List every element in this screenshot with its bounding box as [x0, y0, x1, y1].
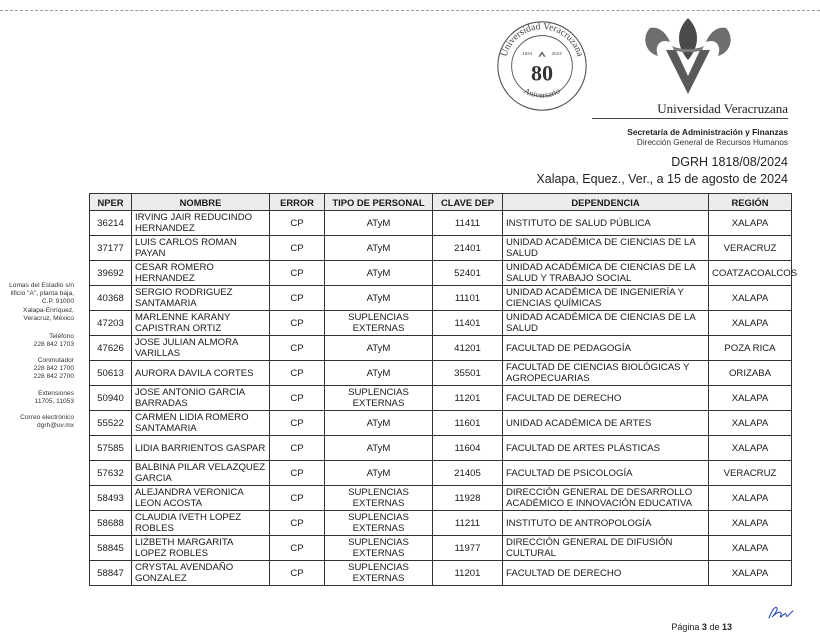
cell-clave: 21401 [433, 236, 503, 261]
cell-error: CP [270, 311, 325, 336]
switchboard-number: 228 842 2700 [33, 373, 74, 381]
cell-nper: 58845 [90, 536, 132, 561]
cell-region: XALAPA [709, 411, 792, 436]
cell-tipo: ATyM [325, 211, 433, 236]
cell-dependencia: FACULTAD DE DERECHO [503, 386, 709, 411]
cell-tipo: ATyM [325, 286, 433, 311]
page-of: de [709, 622, 720, 632]
cell-nombre: JOSE ANTONIO GARCIA BARRADAS [132, 386, 270, 411]
address-line: lificio "A", planta baja, [10, 290, 74, 298]
col-tipo-personal: TIPO DE PERSONAL [325, 194, 433, 211]
cell-tipo: SUPLENCIAS EXTERNAS [325, 386, 433, 411]
cell-dependencia: UNIDAD ACADÉMICA DE CIENCIAS DE LA SALUD [503, 236, 709, 261]
address-line: C.P. 91000 [41, 298, 74, 306]
email-address: dgrh@uv.mx [37, 422, 74, 430]
cell-nper: 37177 [90, 236, 132, 261]
cell-dependencia: FACULTAD DE PEDAGOGÍA [503, 336, 709, 361]
cell-nombre: CARMEN LIDIA ROMERO SANTAMARIA [132, 411, 270, 436]
seal-year-start: 1944 [522, 50, 533, 56]
table-row [90, 436, 792, 461]
cell-nombre: JOSE JULIAN ALMORA VARILLAS [132, 336, 270, 361]
phone-label: Teléfono [49, 333, 74, 340]
table-row [90, 261, 792, 286]
col-nombre: NOMBRE [132, 194, 270, 211]
svg-text:Aniversario [522, 86, 561, 100]
table-row [90, 511, 792, 536]
cell-clave: 11211 [433, 511, 503, 536]
table-row [90, 211, 792, 236]
cell-nombre: AURORA DAVILA CORTES [132, 361, 270, 386]
switchboard-number: 228 842 1700 [33, 365, 74, 373]
cell-region: XALAPA [709, 311, 792, 336]
cell-nper: 36214 [90, 211, 132, 236]
table-row [90, 561, 792, 586]
cell-tipo: ATyM [325, 236, 433, 261]
cell-error: CP [270, 386, 325, 411]
cell-clave: 11201 [433, 561, 503, 586]
cell-region: XALAPA [709, 536, 792, 561]
cell-region: XALAPA [709, 386, 792, 411]
cell-tipo: SUPLENCIAS EXTERNAS [325, 486, 433, 511]
table-row [90, 286, 792, 311]
cell-error: CP [270, 436, 325, 461]
table-row [90, 386, 792, 411]
sidebar-address [2, 282, 74, 323]
header-divider [592, 118, 788, 119]
cell-clave: 11411 [433, 211, 503, 236]
switchboard-label: Conmutador [37, 357, 74, 364]
cell-region: VERACRUZ [709, 461, 792, 486]
cell-dependencia: UNIDAD ACADÉMICA DE INGENIERÍA Y CIENCIAS QUÍMICAS [503, 286, 709, 311]
cell-clave: 11201 [433, 386, 503, 411]
cell-error: CP [270, 411, 325, 436]
col-region: REGIÓN [709, 194, 792, 211]
cell-nombre: ALEJANDRA VERONICA LEON ACOSTA [132, 486, 270, 511]
cell-dependencia: INSTITUTO DE SALUD PÚBLICA [503, 211, 709, 236]
cell-region: XALAPA [709, 211, 792, 236]
cell-clave: 11601 [433, 411, 503, 436]
cell-tipo: SUPLENCIAS EXTERNAS [325, 311, 433, 336]
col-clave-dep: CLAVE DEP [433, 194, 503, 211]
cell-tipo: ATyM [325, 461, 433, 486]
cell-region: XALAPA [709, 561, 792, 586]
table-row [90, 336, 792, 361]
cell-nper: 47626 [90, 336, 132, 361]
cell-clave: 52401 [433, 261, 503, 286]
cell-dependencia: UNIDAD ACADÉMICA DE CIENCIAS DE LA SALUD [503, 311, 709, 336]
secretaria-line: Secretaría de Administración y Finanzas [627, 127, 788, 137]
cell-region: XALAPA [709, 436, 792, 461]
cell-tipo: ATyM [325, 336, 433, 361]
cell-dependencia: UNIDAD ACADÉMICA DE CIENCIAS DE LA SALUD Y TRABAJO SOCIAL [503, 261, 709, 286]
seal-bottom-text: Aniversario [522, 86, 562, 100]
cell-region: COATZACOALCOS [709, 261, 792, 286]
personnel-table [89, 193, 798, 586]
phone-number: 228 842 1703 [33, 341, 74, 349]
sidebar-phone [2, 333, 74, 349]
col-nper: NPER [90, 194, 132, 211]
cell-dependencia: FACULTAD DE DERECHO [503, 561, 709, 586]
page-label: Página [671, 622, 700, 632]
cell-nper: 40368 [90, 286, 132, 311]
address-line: Xalapa-Enríquez, [23, 306, 74, 314]
anniversary-seal-icon [496, 20, 588, 112]
cell-clave: 11604 [433, 436, 503, 461]
cell-region: XALAPA [709, 286, 792, 311]
cell-clave: 41201 [433, 336, 503, 361]
cell-nombre: LUIS CARLOS ROMAN PAYAN [132, 236, 270, 261]
cell-nper: 58688 [90, 511, 132, 536]
extensions-label: Extensiones [38, 390, 74, 397]
table-row [90, 536, 792, 561]
cell-dependencia: DIRECCIÓN GENERAL DE DIFUSIÓN CULTURAL [503, 536, 709, 561]
cell-dependencia: FACULTAD DE ARTES PLÁSTICAS [503, 436, 709, 461]
cell-clave: 11101 [433, 286, 503, 311]
cell-clave: 11928 [433, 486, 503, 511]
cell-nombre: CLAUDIA IVETH LOPEZ ROBLES [132, 511, 270, 536]
cell-dependencia: FACULTAD DE PSICOLOGÍA [503, 461, 709, 486]
cell-nombre: BALBINA PILAR VELAZQUEZ GARCIA [132, 461, 270, 486]
page-indicator [671, 622, 732, 632]
cell-nper: 39692 [90, 261, 132, 286]
table-row [90, 411, 792, 436]
top-scan-line [0, 10, 820, 11]
extensions-number: 11705, 11053 [34, 398, 74, 406]
cell-clave: 11401 [433, 311, 503, 336]
cell-tipo: ATyM [325, 361, 433, 386]
seal-number: 80 [530, 60, 554, 86]
cell-tipo: SUPLENCIAS EXTERNAS [325, 536, 433, 561]
table-row [90, 311, 792, 336]
cell-nper: 47203 [90, 311, 132, 336]
sidebar-switchboard [2, 357, 74, 382]
cell-error: CP [270, 286, 325, 311]
cell-nombre: MARLENNE KARANY CAPISTRAN ORTIZ [132, 311, 270, 336]
cell-clave: 21405 [433, 461, 503, 486]
cell-error: CP [270, 561, 325, 586]
cell-region: POZA RICA [709, 336, 792, 361]
cell-region: XALAPA [709, 511, 792, 536]
cell-error: CP [270, 261, 325, 286]
cell-region: VERACRUZ [709, 236, 792, 261]
cell-dependencia: DIRECCIÓN GENERAL DE DESARROLLO ACADÉMICO E INNOVACIÓN EDUCATIVA [503, 486, 709, 511]
page-current: 3 [701, 622, 707, 632]
seal-year-end: 2024 [551, 50, 562, 56]
email-label: Correo electrónico [20, 414, 74, 421]
cell-region: XALAPA [709, 486, 792, 511]
cell-tipo: SUPLENCIAS EXTERNAS [325, 511, 433, 536]
cell-tipo: ATyM [325, 436, 433, 461]
cell-error: CP [270, 536, 325, 561]
cell-tipo: ATyM [325, 261, 433, 286]
cell-nombre: LIDIA BARRIENTOS GASPAR [132, 436, 270, 461]
cell-tipo: ATyM [325, 411, 433, 436]
cell-nombre: LIZBETH MARGARITA LOPEZ ROBLES [132, 536, 270, 561]
cell-error: CP [270, 336, 325, 361]
cell-dependencia: INSTITUTO DE ANTROPOLOGÍA [503, 511, 709, 536]
sidebar-extensions [2, 390, 74, 406]
cell-clave: 35501 [433, 361, 503, 386]
cell-nper: 58847 [90, 561, 132, 586]
cell-dependencia: FACULTAD DE CIENCIAS BIOLÓGICAS Y AGROPECUARIAS [503, 361, 709, 386]
cell-error: CP [270, 236, 325, 261]
col-error: ERROR [270, 194, 325, 211]
cell-nombre: IRVING JAIR REDUCINDO HERNANDEZ [132, 211, 270, 236]
seal-emblem-icon [538, 51, 545, 57]
cell-tipo: SUPLENCIAS EXTERNAS [325, 561, 433, 586]
university-name: Universidad Veracruzana [657, 101, 788, 116]
cell-error: CP [270, 461, 325, 486]
table-row [90, 486, 792, 511]
university-logo-icon [636, 16, 740, 96]
cell-error: CP [270, 486, 325, 511]
folio-number: DGRH 1818/08/2024 [671, 155, 788, 169]
table-header-row [90, 194, 792, 211]
cell-dependencia: UNIDAD ACADÉMICA DE ARTES [503, 411, 709, 436]
cell-nper: 50613 [90, 361, 132, 386]
cell-nombre: CRYSTAL AVENDAÑO GONZALEZ [132, 561, 270, 586]
cell-error: CP [270, 211, 325, 236]
sidebar-email [2, 414, 74, 430]
cell-region: ORIZABA [709, 361, 792, 386]
direccion-line: Dirección General de Recursos Humanos [636, 138, 788, 147]
table-row [90, 361, 792, 386]
cell-nper: 57585 [90, 436, 132, 461]
date-line: Xalapa, Equez., Ver., a 15 de agosto de 2024 [536, 172, 788, 186]
cell-error: CP [270, 361, 325, 386]
cell-nper: 55522 [90, 411, 132, 436]
col-dependencia: DEPENDENCIA [503, 194, 709, 211]
cell-nombre: CESAR ROMERO HERNANDEZ [132, 261, 270, 286]
page-total: 13 [721, 622, 732, 632]
table-row [90, 461, 792, 486]
address-line: Veracruz, México [23, 314, 74, 322]
cell-error: CP [270, 511, 325, 536]
cell-nper: 57632 [90, 461, 132, 486]
cell-nombre: SERGIO RODRIGUEZ SANTAMARIA [132, 286, 270, 311]
address-line: Lomas del Estadio s/n [9, 282, 74, 289]
cell-nper: 58493 [90, 486, 132, 511]
cell-nper: 50940 [90, 386, 132, 411]
table-row [90, 236, 792, 261]
cell-clave: 11977 [433, 536, 503, 561]
seal-top-text: Universidad Veracruzana [498, 21, 586, 58]
signature-initials-icon [766, 602, 796, 622]
